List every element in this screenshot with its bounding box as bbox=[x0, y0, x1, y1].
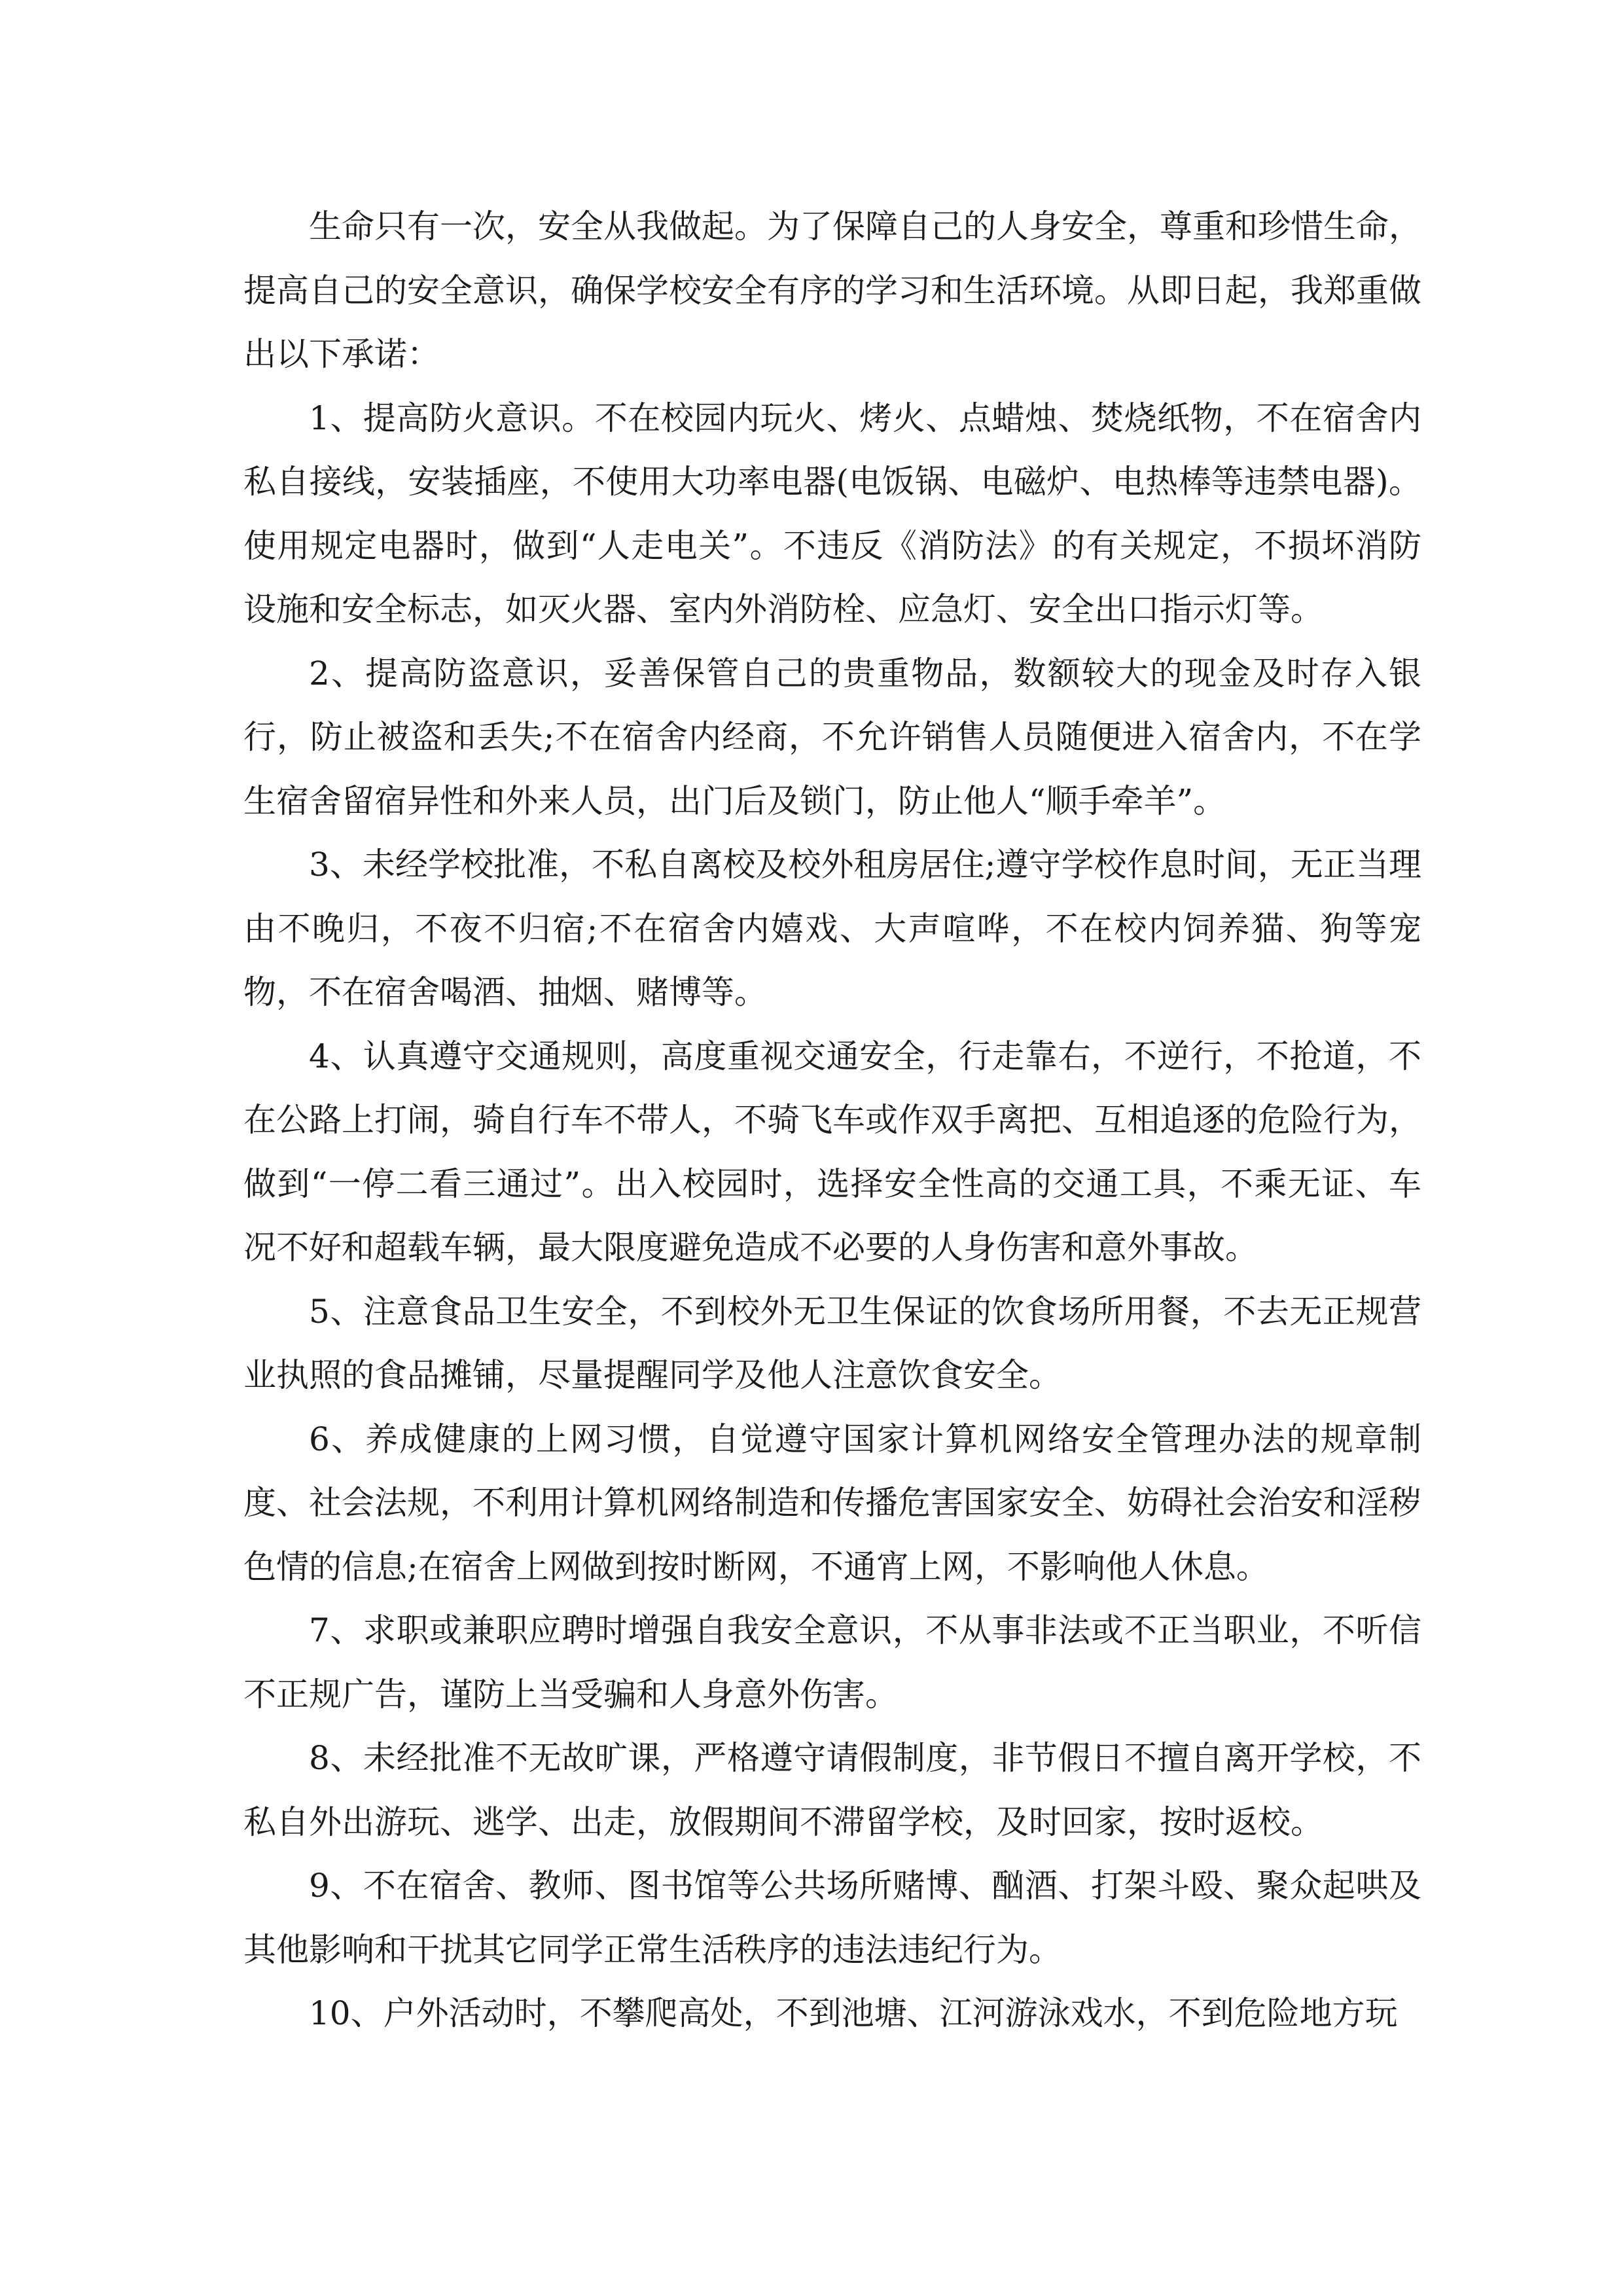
paragraph-item-1: 1、提高防火意识。不在校园内玩火、烤火、点蜡烛、焚烧纸物，不在宿舍内私自接线，安装插座，不使用大功率电器(电饭锅、电磁炉、电热棒等违禁电器)。使用规定电器时，做到“人走电关”。不违反《消防法》的有关规定，不损坏消防设施和安全标志，如灭火器、室内外消防栓、应急灯、安全出口指示灯等。 bbox=[243, 399, 1421, 628]
paragraph-item-9: 9、不在宿舍、教师、图书馆等公共场所赌博、酗酒、打架斗殴、聚众起哄及其他影响和干扰其它同学正常生活秩序的违法违纪行为。 bbox=[243, 1867, 1421, 1969]
paragraph-intro: 生命只有一次，安全从我做起。为了保障自己的人身安全，尊重和珍惜生命，提高自己的安全意识，确保学校安全有序的学习和生活环境。从即日起，我郑重做出以下承诺： bbox=[243, 207, 1421, 373]
document-body bbox=[243, 195, 1421, 2046]
paragraph-item-6: 6、养成健康的上网习惯，自觉遵守国家计算机网络安全管理办法的规章制度、社会法规，不利用计算机网络制造和传播危害国家安全、妨碍社会治安和淫秽色情的信息;在宿舍上网做到按时断网，不通宵上网，不影响他人休息。 bbox=[243, 1420, 1421, 1586]
paragraph-item-8: 8、未经批准不无故旷课，严格遵守请假制度，非节假日不擅自离开学校，不私自外出游玩、逃学、出走，放假期间不滞留学校，及时回家，按时返校。 bbox=[243, 1739, 1421, 1841]
paragraph-item-7: 7、求职或兼职应聘时增强自我安全意识，不从事非法或不正当职业，不听信不正规广告，谨防上当受骗和人身意外伤害。 bbox=[243, 1611, 1421, 1713]
paragraph-item-3: 3、未经学校批准，不私自离校及校外租房居住;遵守学校作息时间，无正当理由不晚归，不夜不归宿;不在宿舍内嬉戏、大声喧哗，不在校内饲养猫、狗等宠物，不在宿舍喝酒、抽烟、赌博等。 bbox=[243, 846, 1421, 1011]
paragraph-item-5: 5、注意食品卫生安全，不到校外无卫生保证的饮食场所用餐，不去无正规营业执照的食品摊铺，尽量提醒同学及他人注意饮食安全。 bbox=[243, 1292, 1421, 1394]
paragraph-item-4: 4、认真遵守交通规则，高度重视交通安全，行走靠右，不逆行，不抢道，不在公路上打闹，骑自行车不带人，不骑飞车或作双手离把、互相追逐的危险行为，做到“一停二看三通过”。出入校园时，选择安全性高的交通工具，不乘无证、车况不好和超载车辆，最大限度避免造成不必要的人身伤害和意外事故。 bbox=[243, 1037, 1421, 1266]
paragraph-item-10: 10、户外活动时，不攀爬高处，不到池塘、江河游泳戏水，不到危险地方玩 bbox=[309, 1994, 1398, 2032]
paragraph-item-2: 2、提高防盗意识，妥善保管自己的贵重物品，数额较大的现金及时存入银行，防止被盗和丢失;不在宿舍内经商，不允许销售人员随便进入宿舍内，不在学生宿舍留宿异性和外来人员，出门后及锁门，防止他人“顺手牵羊”。 bbox=[243, 654, 1421, 820]
